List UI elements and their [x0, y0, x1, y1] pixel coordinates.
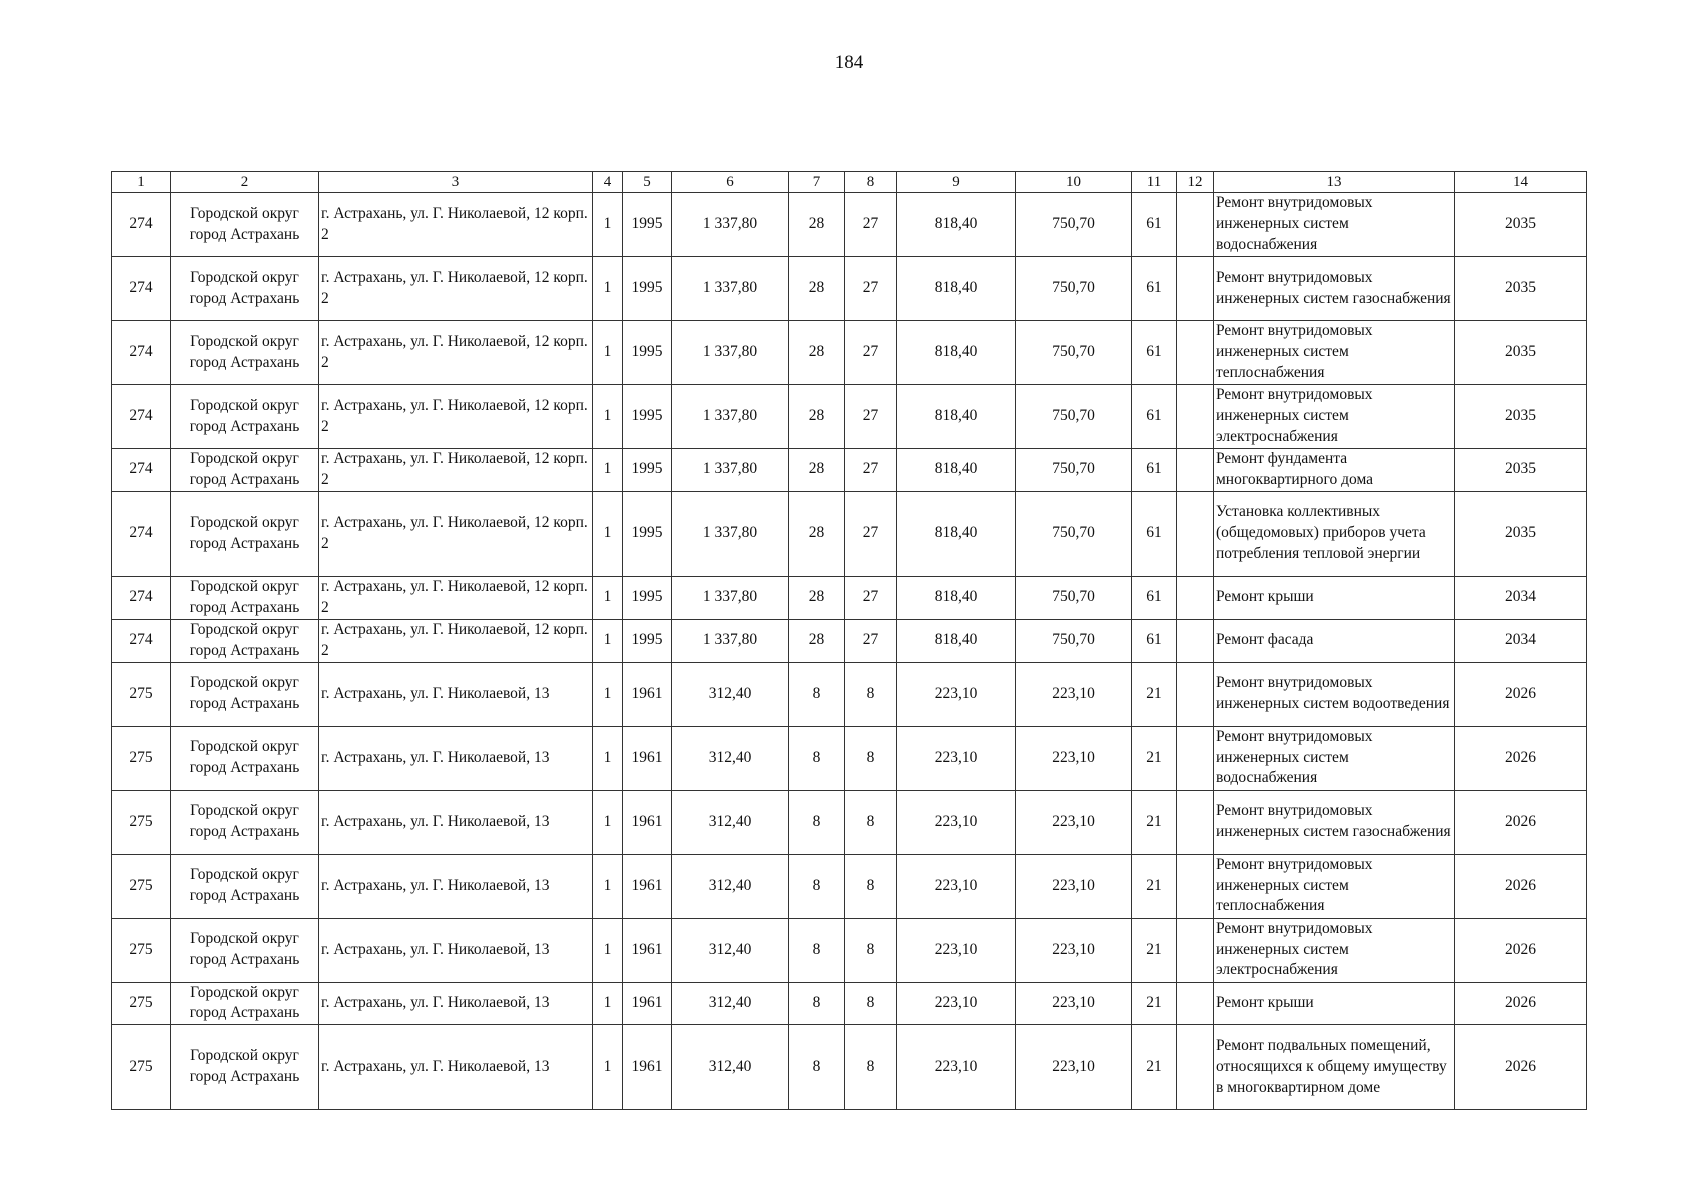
column-7-cell: 8 — [789, 790, 845, 854]
column-9-cell: 223,10 — [897, 662, 1016, 726]
column-12-cell — [1177, 1025, 1214, 1110]
column-7-cell: 28 — [789, 491, 845, 576]
column-10-cell: 223,10 — [1016, 662, 1132, 726]
row-number: 275 — [112, 790, 171, 854]
year-built-cell: 1995 — [623, 619, 672, 662]
column-8-cell: 27 — [845, 576, 897, 619]
address-cell: г. Астрахань, ул. Г. Николаевой, 13 — [319, 662, 593, 726]
table-row — [112, 257, 1587, 321]
column-8-cell: 8 — [845, 790, 897, 854]
column-7-cell: 28 — [789, 321, 845, 385]
total-area-cell: 1 337,80 — [672, 576, 789, 619]
column-header: 8 — [845, 172, 897, 193]
table-row — [112, 619, 1587, 662]
total-area-cell: 1 337,80 — [672, 385, 789, 449]
planned-year-cell: 2035 — [1455, 385, 1587, 449]
column-12-cell — [1177, 918, 1214, 982]
column-9-cell: 818,40 — [897, 385, 1016, 449]
column-8-cell: 27 — [845, 193, 897, 257]
column-9-cell: 223,10 — [897, 982, 1016, 1025]
planned-year-cell: 2026 — [1455, 918, 1587, 982]
column-10-cell: 750,70 — [1016, 193, 1132, 257]
total-area-cell: 1 337,80 — [672, 321, 789, 385]
column-8-cell: 8 — [845, 982, 897, 1025]
year-built-cell: 1995 — [623, 576, 672, 619]
column-12-cell — [1177, 790, 1214, 854]
column-9-cell: 818,40 — [897, 619, 1016, 662]
planned-year-cell: 2026 — [1455, 982, 1587, 1025]
column-10-cell: 750,70 — [1016, 449, 1132, 492]
row-number: 274 — [112, 576, 171, 619]
planned-year-cell: 2035 — [1455, 449, 1587, 492]
planned-year-cell: 2035 — [1455, 321, 1587, 385]
municipality-cell: Городской округ город Астрахань — [171, 790, 319, 854]
municipality-cell: Городской округ город Астрахань — [171, 662, 319, 726]
column-4-cell: 1 — [593, 193, 623, 257]
column-9-cell: 818,40 — [897, 321, 1016, 385]
column-12-cell — [1177, 321, 1214, 385]
column-11-cell: 61 — [1132, 385, 1177, 449]
column-7-cell: 8 — [789, 1025, 845, 1110]
table-row — [112, 726, 1587, 790]
address-cell: г. Астрахань, ул. Г. Николаевой, 12 корп. 2 — [319, 321, 593, 385]
total-area-cell: 312,40 — [672, 854, 789, 918]
year-built-cell: 1961 — [623, 854, 672, 918]
header-row — [112, 172, 1587, 193]
work-type-cell: Ремонт внутридомовых инженерных систем газоснабжения — [1214, 790, 1455, 854]
planned-year-cell: 2026 — [1455, 854, 1587, 918]
column-11-cell: 61 — [1132, 576, 1177, 619]
column-12-cell — [1177, 491, 1214, 576]
column-11-cell: 21 — [1132, 790, 1177, 854]
column-header: 10 — [1016, 172, 1132, 193]
column-9-cell: 223,10 — [897, 854, 1016, 918]
municipality-cell: Городской округ город Астрахань — [171, 619, 319, 662]
year-built-cell: 1961 — [623, 982, 672, 1025]
column-8-cell: 27 — [845, 321, 897, 385]
column-10-cell: 223,10 — [1016, 1025, 1132, 1110]
column-12-cell — [1177, 726, 1214, 790]
row-number: 274 — [112, 619, 171, 662]
column-10-cell: 750,70 — [1016, 491, 1132, 576]
work-type-cell: Ремонт внутридомовых инженерных систем газоснабжения — [1214, 257, 1455, 321]
column-4-cell: 1 — [593, 982, 623, 1025]
year-built-cell: 1961 — [623, 918, 672, 982]
column-10-cell: 750,70 — [1016, 257, 1132, 321]
column-7-cell: 28 — [789, 193, 845, 257]
column-header: 9 — [897, 172, 1016, 193]
column-11-cell: 21 — [1132, 854, 1177, 918]
table-row — [112, 491, 1587, 576]
total-area-cell: 312,40 — [672, 662, 789, 726]
table-body — [112, 193, 1587, 1110]
column-12-cell — [1177, 257, 1214, 321]
table-row — [112, 918, 1587, 982]
row-number: 274 — [112, 449, 171, 492]
column-11-cell: 61 — [1132, 321, 1177, 385]
column-header: 3 — [319, 172, 593, 193]
column-10-cell: 750,70 — [1016, 576, 1132, 619]
municipality-cell: Городской округ город Астрахань — [171, 854, 319, 918]
column-11-cell: 61 — [1132, 619, 1177, 662]
year-built-cell: 1995 — [623, 491, 672, 576]
total-area-cell: 1 337,80 — [672, 257, 789, 321]
column-4-cell: 1 — [593, 854, 623, 918]
table-row — [112, 576, 1587, 619]
total-area-cell: 312,40 — [672, 790, 789, 854]
column-9-cell: 818,40 — [897, 193, 1016, 257]
column-7-cell: 8 — [789, 662, 845, 726]
column-10-cell: 223,10 — [1016, 982, 1132, 1025]
column-8-cell: 8 — [845, 854, 897, 918]
column-4-cell: 1 — [593, 321, 623, 385]
municipality-cell: Городской округ город Астрахань — [171, 1025, 319, 1110]
address-cell: г. Астрахань, ул. Г. Николаевой, 12 корп. 2 — [319, 257, 593, 321]
work-type-cell: Ремонт внутридомовых инженерных систем водоснабжения — [1214, 726, 1455, 790]
column-10-cell: 223,10 — [1016, 918, 1132, 982]
table-row — [112, 385, 1587, 449]
column-8-cell: 27 — [845, 385, 897, 449]
column-11-cell: 61 — [1132, 257, 1177, 321]
year-built-cell: 1995 — [623, 257, 672, 321]
address-cell: г. Астрахань, ул. Г. Николаевой, 13 — [319, 726, 593, 790]
planned-year-cell: 2035 — [1455, 257, 1587, 321]
table-row — [112, 982, 1587, 1025]
column-4-cell: 1 — [593, 662, 623, 726]
work-type-cell: Ремонт внутридомовых инженерных систем водоснабжения — [1214, 193, 1455, 257]
column-4-cell: 1 — [593, 726, 623, 790]
total-area-cell: 1 337,80 — [672, 193, 789, 257]
column-9-cell: 818,40 — [897, 491, 1016, 576]
municipality-cell: Городской округ город Астрахань — [171, 193, 319, 257]
planned-year-cell: 2026 — [1455, 1025, 1587, 1110]
column-11-cell: 21 — [1132, 918, 1177, 982]
address-cell: г. Астрахань, ул. Г. Николаевой, 13 — [319, 982, 593, 1025]
work-type-cell: Ремонт внутридомовых инженерных систем теплоснабжения — [1214, 321, 1455, 385]
column-4-cell: 1 — [593, 1025, 623, 1110]
column-7-cell: 28 — [789, 449, 845, 492]
table-row — [112, 790, 1587, 854]
column-9-cell: 223,10 — [897, 790, 1016, 854]
column-header: 13 — [1214, 172, 1455, 193]
work-type-cell: Установка коллективных (общедомовых) приборов учета потребления тепловой энергии — [1214, 491, 1455, 576]
row-number: 274 — [112, 257, 171, 321]
table-row — [112, 449, 1587, 492]
column-9-cell: 223,10 — [897, 1025, 1016, 1110]
column-11-cell: 21 — [1132, 982, 1177, 1025]
row-number: 275 — [112, 982, 171, 1025]
address-cell: г. Астрахань, ул. Г. Николаевой, 13 — [319, 918, 593, 982]
year-built-cell: 1995 — [623, 385, 672, 449]
municipality-cell: Городской округ город Астрахань — [171, 321, 319, 385]
row-number: 274 — [112, 193, 171, 257]
column-8-cell: 27 — [845, 491, 897, 576]
work-type-cell: Ремонт внутридомовых инженерных систем водоотведения — [1214, 662, 1455, 726]
row-number: 274 — [112, 491, 171, 576]
municipality-cell: Городской округ город Астрахань — [171, 982, 319, 1025]
column-12-cell — [1177, 193, 1214, 257]
municipality-cell: Городской округ город Астрахань — [171, 918, 319, 982]
work-type-cell: Ремонт фундамента многоквартирного дома — [1214, 449, 1455, 492]
planned-year-cell: 2034 — [1455, 576, 1587, 619]
year-built-cell: 1995 — [623, 449, 672, 492]
column-7-cell: 8 — [789, 726, 845, 790]
address-cell: г. Астрахань, ул. Г. Николаевой, 13 — [319, 790, 593, 854]
planned-year-cell: 2034 — [1455, 619, 1587, 662]
address-cell: г. Астрахань, ул. Г. Николаевой, 12 корп. 2 — [319, 449, 593, 492]
column-4-cell: 1 — [593, 619, 623, 662]
column-9-cell: 818,40 — [897, 449, 1016, 492]
row-number: 275 — [112, 662, 171, 726]
column-9-cell: 818,40 — [897, 257, 1016, 321]
table-row — [112, 854, 1587, 918]
column-8-cell: 8 — [845, 726, 897, 790]
column-4-cell: 1 — [593, 576, 623, 619]
column-10-cell: 750,70 — [1016, 619, 1132, 662]
planned-year-cell: 2035 — [1455, 193, 1587, 257]
total-area-cell: 312,40 — [672, 726, 789, 790]
column-7-cell: 28 — [789, 385, 845, 449]
year-built-cell: 1995 — [623, 193, 672, 257]
column-8-cell: 27 — [845, 449, 897, 492]
column-12-cell — [1177, 662, 1214, 726]
total-area-cell: 1 337,80 — [672, 449, 789, 492]
column-8-cell: 8 — [845, 1025, 897, 1110]
work-type-cell: Ремонт внутридомовых инженерных систем электроснабжения — [1214, 385, 1455, 449]
column-header: 12 — [1177, 172, 1214, 193]
planned-year-cell: 2026 — [1455, 790, 1587, 854]
column-header: 14 — [1455, 172, 1587, 193]
work-type-cell: Ремонт подвальных помещений, относящихся к общему имуществу в многоквартирном доме — [1214, 1025, 1455, 1110]
row-number: 275 — [112, 854, 171, 918]
column-4-cell: 1 — [593, 491, 623, 576]
column-11-cell: 21 — [1132, 662, 1177, 726]
planned-year-cell: 2035 — [1455, 491, 1587, 576]
address-cell: г. Астрахань, ул. Г. Николаевой, 12 корп. 2 — [319, 576, 593, 619]
address-cell: г. Астрахань, ул. Г. Николаевой, 12 корп. 2 — [319, 385, 593, 449]
planned-year-cell: 2026 — [1455, 726, 1587, 790]
year-built-cell: 1961 — [623, 1025, 672, 1110]
column-4-cell: 1 — [593, 918, 623, 982]
column-4-cell: 1 — [593, 449, 623, 492]
column-9-cell: 223,10 — [897, 918, 1016, 982]
column-12-cell — [1177, 854, 1214, 918]
row-number: 275 — [112, 918, 171, 982]
column-header: 7 — [789, 172, 845, 193]
row-number: 275 — [112, 1025, 171, 1110]
column-8-cell: 27 — [845, 619, 897, 662]
column-7-cell: 8 — [789, 918, 845, 982]
total-area-cell: 312,40 — [672, 982, 789, 1025]
column-header: 4 — [593, 172, 623, 193]
year-built-cell: 1961 — [623, 662, 672, 726]
page-number: 184 — [834, 52, 864, 73]
year-built-cell: 1995 — [623, 321, 672, 385]
municipality-cell: Городской округ город Астрахань — [171, 576, 319, 619]
column-11-cell: 21 — [1132, 726, 1177, 790]
municipality-cell: Городской округ город Астрахань — [171, 726, 319, 790]
year-built-cell: 1961 — [623, 790, 672, 854]
row-number: 275 — [112, 726, 171, 790]
work-type-cell: Ремонт крыши — [1214, 982, 1455, 1025]
column-header: 6 — [672, 172, 789, 193]
table-row — [112, 193, 1587, 257]
address-cell: г. Астрахань, ул. Г. Николаевой, 12 корп. 2 — [319, 491, 593, 576]
municipality-cell: Городской округ город Астрахань — [171, 491, 319, 576]
column-4-cell: 1 — [593, 385, 623, 449]
column-9-cell: 223,10 — [897, 726, 1016, 790]
column-8-cell: 27 — [845, 257, 897, 321]
column-8-cell: 8 — [845, 918, 897, 982]
column-11-cell: 61 — [1132, 449, 1177, 492]
column-4-cell: 1 — [593, 790, 623, 854]
planned-year-cell: 2026 — [1455, 662, 1587, 726]
column-7-cell: 28 — [789, 257, 845, 321]
column-header: 1 — [112, 172, 171, 193]
column-11-cell: 21 — [1132, 1025, 1177, 1110]
year-built-cell: 1961 — [623, 726, 672, 790]
total-area-cell: 1 337,80 — [672, 619, 789, 662]
column-10-cell: 223,10 — [1016, 790, 1132, 854]
column-10-cell: 750,70 — [1016, 321, 1132, 385]
column-7-cell: 8 — [789, 854, 845, 918]
column-11-cell: 61 — [1132, 193, 1177, 257]
row-number: 274 — [112, 321, 171, 385]
column-10-cell: 223,10 — [1016, 726, 1132, 790]
column-9-cell: 818,40 — [897, 576, 1016, 619]
address-cell: г. Астрахань, ул. Г. Николаевой, 12 корп. 2 — [319, 619, 593, 662]
table-row — [112, 1025, 1587, 1110]
work-type-cell: Ремонт крыши — [1214, 576, 1455, 619]
work-type-cell: Ремонт фасада — [1214, 619, 1455, 662]
column-header: 11 — [1132, 172, 1177, 193]
column-12-cell — [1177, 449, 1214, 492]
table-row — [112, 662, 1587, 726]
column-7-cell: 28 — [789, 576, 845, 619]
total-area-cell: 1 337,80 — [672, 491, 789, 576]
column-4-cell: 1 — [593, 257, 623, 321]
column-7-cell: 8 — [789, 982, 845, 1025]
column-12-cell — [1177, 982, 1214, 1025]
column-12-cell — [1177, 619, 1214, 662]
row-number: 274 — [112, 385, 171, 449]
column-7-cell: 28 — [789, 619, 845, 662]
municipality-cell: Городской округ город Астрахань — [171, 257, 319, 321]
work-type-cell: Ремонт внутридомовых инженерных систем теплоснабжения — [1214, 854, 1455, 918]
address-cell: г. Астрахань, ул. Г. Николаевой, 13 — [319, 1025, 593, 1110]
municipality-cell: Городской округ город Астрахань — [171, 449, 319, 492]
address-cell: г. Астрахань, ул. Г. Николаевой, 12 корп. 2 — [319, 193, 593, 257]
column-12-cell — [1177, 385, 1214, 449]
address-cell: г. Астрахань, ул. Г. Николаевой, 13 — [319, 854, 593, 918]
column-12-cell — [1177, 576, 1214, 619]
table-row — [112, 321, 1587, 385]
total-area-cell: 312,40 — [672, 1025, 789, 1110]
column-11-cell: 61 — [1132, 491, 1177, 576]
column-header: 5 — [623, 172, 672, 193]
capital-repair-table — [111, 171, 1587, 1110]
total-area-cell: 312,40 — [672, 918, 789, 982]
municipality-cell: Городской округ город Астрахань — [171, 385, 319, 449]
column-10-cell: 750,70 — [1016, 385, 1132, 449]
column-10-cell: 223,10 — [1016, 854, 1132, 918]
work-type-cell: Ремонт внутридомовых инженерных систем электроснабжения — [1214, 918, 1455, 982]
column-header: 2 — [171, 172, 319, 193]
column-8-cell: 8 — [845, 662, 897, 726]
